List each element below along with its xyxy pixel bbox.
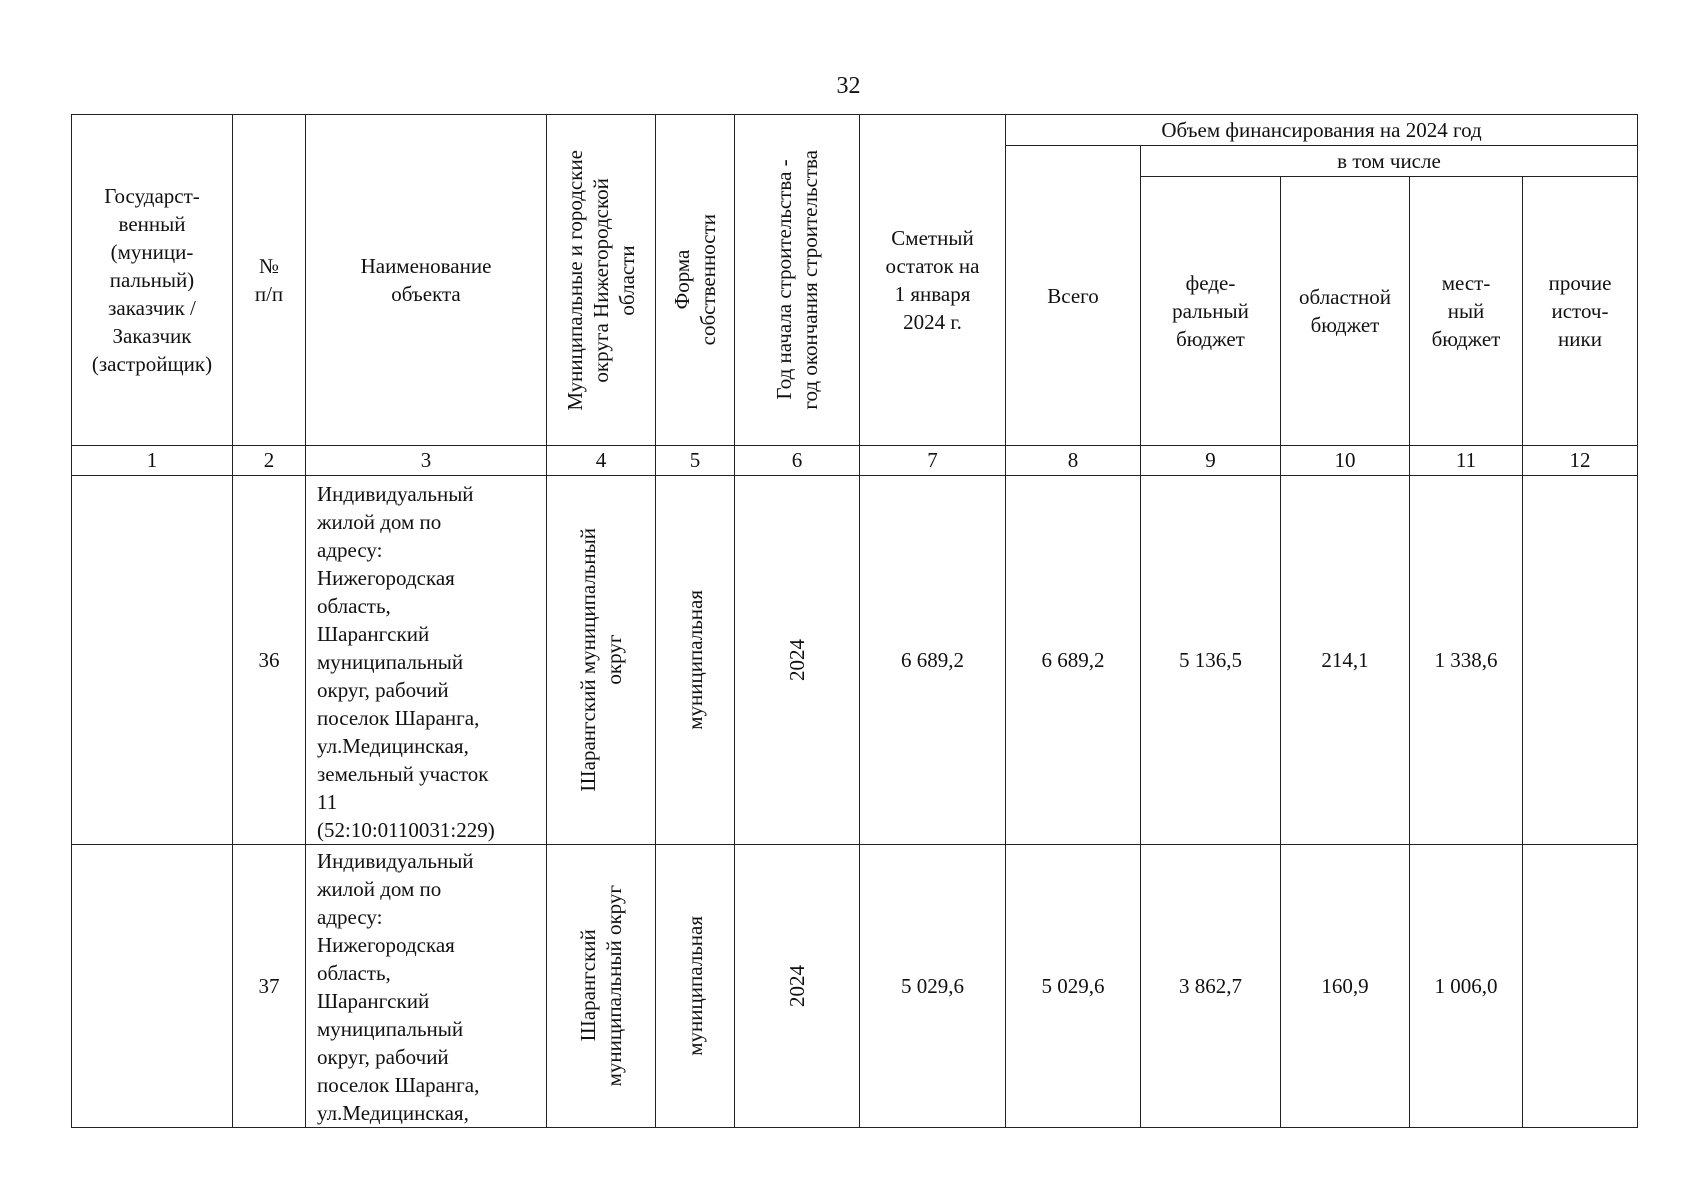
column-number: 1 (72, 446, 233, 476)
row-district: Шарангский муниципальный округ (547, 845, 656, 1128)
row-total: 6 689,2 (1006, 476, 1141, 845)
header-construction-years: Год начала строительства - год окончания строительства (735, 115, 860, 446)
row-number: 37 (233, 845, 306, 1128)
column-number: 11 (1410, 446, 1523, 476)
header-total: Всего (1006, 146, 1141, 446)
table-row (72, 845, 1638, 1128)
header-customer: Государст- венный (муници- пальный) заказчик / Заказчик (застройщик) (72, 115, 233, 446)
row-construction-years: 2024 (735, 476, 860, 845)
financing-table (71, 114, 1638, 1128)
header-financing-group: Объем финансирования на 2024 год (1006, 115, 1638, 146)
header-ownership: Форма собственности (656, 115, 735, 446)
row-total: 5 029,6 (1006, 845, 1141, 1128)
column-number: 5 (656, 446, 735, 476)
header-object-name: Наименование объекта (306, 115, 547, 446)
row-object-name: Индивидуальный жилой дом по адресу: Нижегородская область, Шарангский муниципальный округ, рабочий поселок Шаранга, ул.Медицинская, земельный участок 11 (52:10:0110031:229) (306, 476, 547, 845)
row-estimate-balance: 6 689,2 (860, 476, 1006, 845)
row-object-name: Индивидуальный жилой дом по адресу: Нижегородская область, Шарангский муниципальный округ, рабочий поселок Шаранга, ул.Медицинская, (306, 845, 547, 1128)
column-number: 7 (860, 446, 1006, 476)
table-row (72, 476, 1638, 845)
column-number: 2 (233, 446, 306, 476)
header-federal: феде- ральный бюджет (1141, 177, 1281, 446)
row-local: 1 006,0 (1410, 845, 1523, 1128)
column-number: 6 (735, 446, 860, 476)
row-estimate-balance: 5 029,6 (860, 845, 1006, 1128)
header-district: Муниципальные и городские округа Нижегородской области (547, 115, 656, 446)
column-number: 10 (1281, 446, 1410, 476)
row-customer (72, 845, 233, 1128)
row-customer (72, 476, 233, 845)
row-other (1523, 476, 1638, 845)
column-number: 9 (1141, 446, 1281, 476)
header-number: № п/п (233, 115, 306, 446)
row-ownership: муниципальная (656, 845, 735, 1128)
column-number: 12 (1523, 446, 1638, 476)
page-number: 32 (836, 73, 861, 99)
header-estimate-balance: Сметный остаток на 1 января 2024 г. (860, 115, 1006, 446)
row-district: Шарангский муниципальный округ (547, 476, 656, 845)
row-local: 1 338,6 (1410, 476, 1523, 845)
row-federal: 5 136,5 (1141, 476, 1281, 845)
row-number: 36 (233, 476, 306, 845)
row-federal: 3 862,7 (1141, 845, 1281, 1128)
header-other: прочие источ- ники (1523, 177, 1638, 446)
column-number: 3 (306, 446, 547, 476)
row-regional: 214,1 (1281, 476, 1410, 845)
row-regional: 160,9 (1281, 845, 1410, 1128)
column-number: 8 (1006, 446, 1141, 476)
header-local: мест- ный бюджет (1410, 177, 1523, 446)
header-including-group: в том числе (1141, 146, 1638, 177)
row-other (1523, 845, 1638, 1128)
column-number: 4 (547, 446, 656, 476)
row-ownership: муниципальная (656, 476, 735, 845)
row-construction-years: 2024 (735, 845, 860, 1128)
header-regional: областной бюджет (1281, 177, 1410, 446)
